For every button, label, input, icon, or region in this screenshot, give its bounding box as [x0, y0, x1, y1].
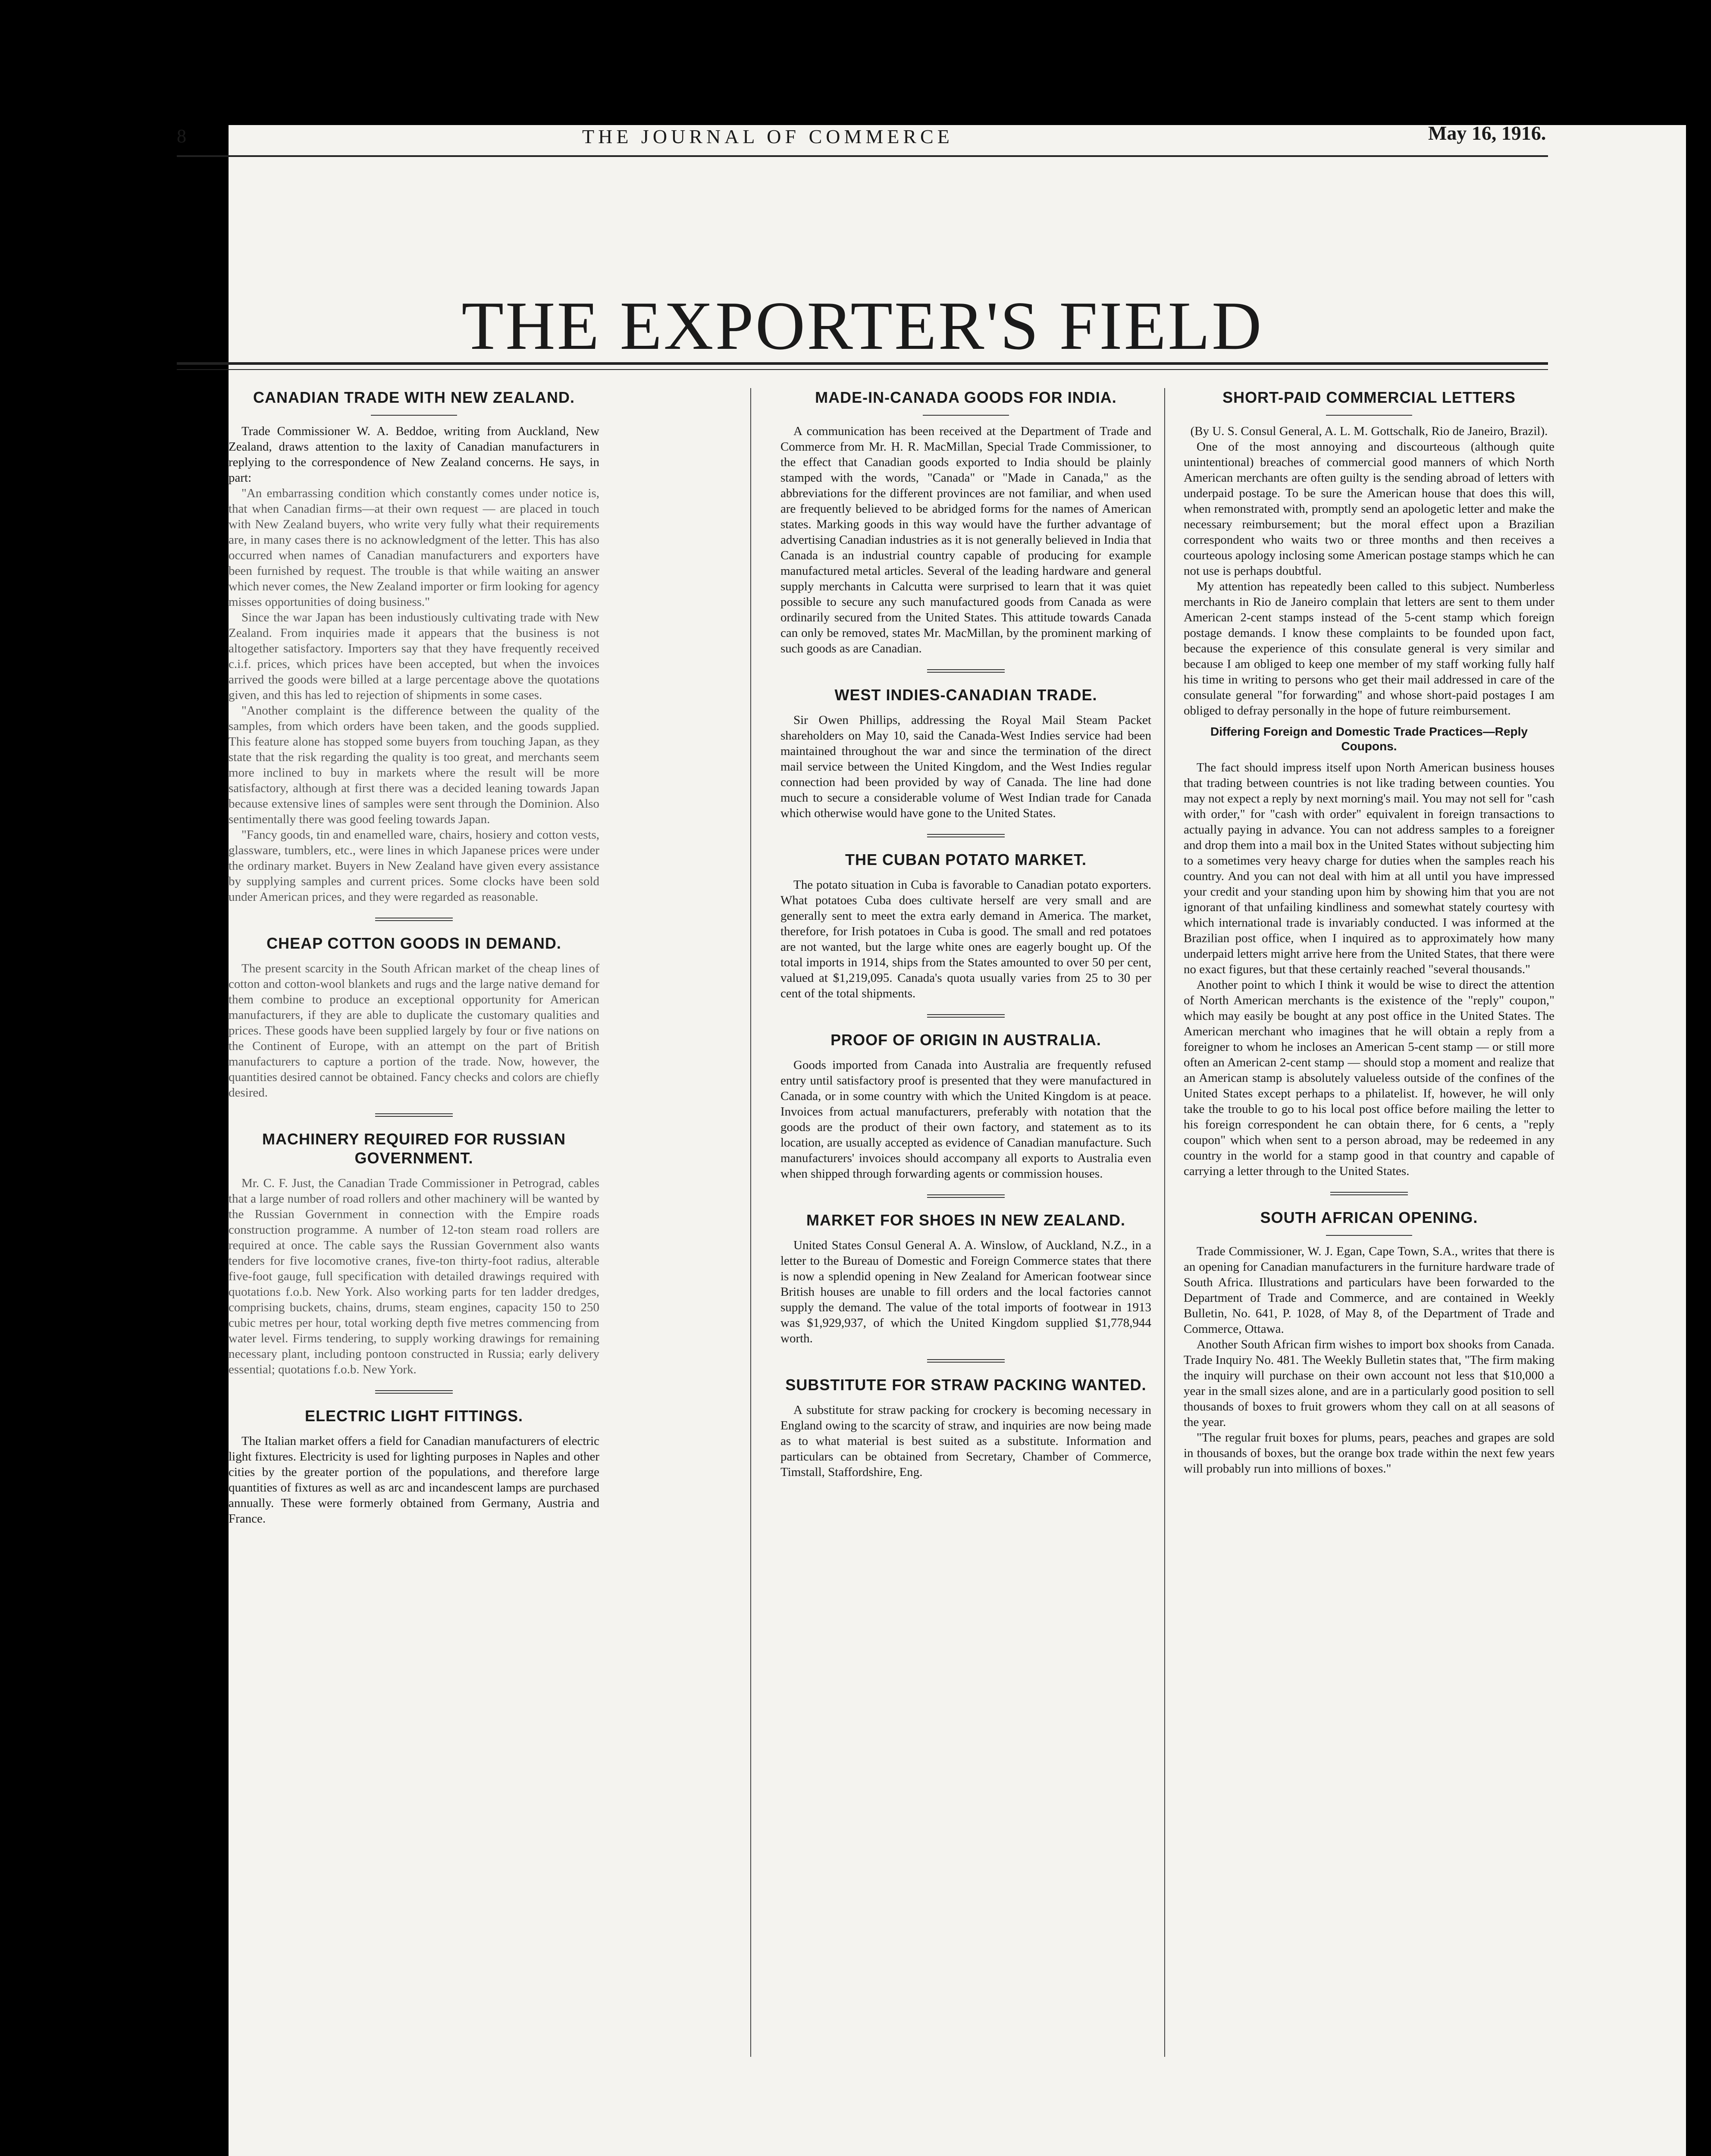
- article-divider: [1330, 1192, 1408, 1195]
- article-paragraph: The fact should impress itself upon North American business houses that trading between countries is not like trading between counties. You may not expect a reply by next morning's mail. You may not sell for "cash with order," for "cash with order" equivalent in foreign transactions to actually paying in advance. You can not address samples to a foreigner and drop them into a mail box in the United States without subjecting him to a sometimes very heavy charge for duties when the samples reach his country. And you can not deal with him at all until you have impressed your credit and your standing upon him by showing him that you are not ignorant of that unfailing kindliness and somewhat stately courtesy with which international trade is invariably conducted. I was informed at the Brazilian post office, when I inquired as to approximately how many underpaid letters might arrive here from the United States, that there were no exact figures, but that these certainly reached "several thousands.": [1184, 761, 1554, 976]
- article-byline: (By U. S. Consul General, A. L. M. Gottschalk, Rio de Janeiro, Brazil).: [1190, 424, 1548, 438]
- article-paragraph: "The regular fruit boxes for plums, pears, peaches and grapes are sold in thousands of boxes, but the orange box trade within the next few years will probably run into millions of boxes.": [1184, 1431, 1554, 1476]
- title-underline: [371, 415, 457, 416]
- column-rule: [750, 388, 751, 2057]
- article-title: MARKET FOR SHOES IN NEW ZEALAND.: [806, 1211, 1125, 1229]
- title-rule-thick: [177, 362, 1548, 365]
- article-title: SHORT-PAID COMMERCIAL LETTERS: [1222, 389, 1516, 406]
- article-paragraph: Trade Commissioner, W. J. Egan, Cape Town, S.A., writes that there is an opening for Canadian manufacturers in the furniture hardware trade of South Africa. Illustrations and particulars have been forwarded to the Department of Trade and Commerce, and are contained in Weekly Bulletin, No. 641, P. 1028, of May 8, of the Department of Trade and Commerce, Ottawa.: [1184, 1244, 1554, 1336]
- column-right: [1184, 388, 1554, 1476]
- article-divider: [375, 1113, 453, 1117]
- article-paragraph: Sir Owen Phillips, addressing the Royal Mail Steam Packet shareholders on May 10, said the Canada-West Indies service had been maintained throughout the war and since the termination of the direct mail service between the United Kingdom, and the West Indies regular connection had been provided by way of Canada. The line had done much to secure a considerable volume of West Indian trade for Canada which otherwise would have gone to the United States.: [780, 713, 1151, 820]
- article-title: PROOF OF ORIGIN IN AUSTRALIA.: [830, 1031, 1101, 1049]
- article-paragraph: "Another complaint is the difference between the quality of the samples, from which orders have been taken, and the goods supplied. This feature alone has stopped some buyers from touching Japan, as they state that the risk regarding the quality is too great, and merchants seem more inclined to buy in markets where the result will be more satisfactory, although at first there was a decided leaning towards Japan because extensive lines of samples were sent through the Dominion. Also sentimentally there was good feeling towards Japan.: [229, 704, 599, 826]
- section-title: THE EXPORTER'S FIELD: [461, 287, 1263, 364]
- article-title: WEST INDIES-CANADIAN TRADE.: [834, 686, 1097, 704]
- article-paragraph: Another South African firm wishes to import box shooks from Canada. Trade Inquiry No. 481. The Weekly Bulletin states that, "The firm making the inquiry will purchase on their own account not less that $10,000 a year in the small sizes alone, and are in a particularly good position to sell thousands of boxes to fruit growers whom they call on at all seasons of the year.: [1184, 1338, 1554, 1429]
- article-paragraph: Goods imported from Canada into Australia are frequently refused entry until satisfactory proof is presented that they were manufactured in Canada, or in some country with which the United Kingdom is at peace. Invoices from actual manufacturers, preferably with notation that the goods are the product of their own factory, and statement as to its location, are usually accepted as evidence of Canadian manufacture. Such manufacturers' invoices should accompany all exports to Australia even when shipped through forwarding agents or commission houses.: [780, 1058, 1151, 1181]
- article-divider: [927, 669, 1005, 673]
- article-paragraph: The present scarcity in the South African market of the cheap lines of cotton and cotton-wool blankets and rugs and the large native demand for them combine to produce an exceptional opportunity for American manufacturers, if they are able to duplicate the customary qualities and prices. These goods have been supplied largely by four or five nations on the Continent of Europe, with an attempt on the part of British manufacturers to capture a portion of the trade. Now, however, the quantities desired cannot be obtained. Fancy checks and colors are chiefly desired.: [229, 962, 599, 1100]
- column-middle: [780, 388, 1151, 1480]
- article-divider: [927, 1014, 1005, 1018]
- article-paragraph: My attention has repeatedly been called to this subject. Numberless merchants in Rio de Janeiro complain that letters are sent to them under American 2-cent stamps instead of the 5-cent stamp which foreign postage demands. I know these complaints to be founded upon fact, because the experience of this consulate general is very similar and because I am obliged to keep one member of my staff working fully half his time in writing to persons who get their mail addressed in care of the consulate general "for forwarding" and whose short-paid postages I am obliged to defray personally in the hope of future reimbursement.: [1184, 580, 1554, 718]
- article-paragraph: A substitute for straw packing for crockery is becoming necessary in England owing to the scarcity of straw, and inquiries are now being made as to what material is best suited as a substitute. Information and particulars can be obtained from Secretary, Chamber of Commerce, Timstall, Staffordshire, Eng.: [780, 1403, 1151, 1479]
- article-divider: [927, 834, 1005, 837]
- article-paragraph: Trade Commissioner W. A. Beddoe, writing from Auckland, New Zealand, draws attention to the laxity of Canadian manufacturers in replying to the correspondence of New Zealand concerns. He says, in part:: [229, 424, 599, 485]
- title-underline: [1326, 415, 1412, 416]
- article-title: CHEAP COTTON GOODS IN DEMAND.: [266, 934, 561, 952]
- article-subheading: Differing Foreign and Domestic Trade Practices—Reply Coupons.: [1210, 725, 1528, 753]
- article-title: THE CUBAN POTATO MARKET.: [845, 851, 1087, 868]
- article-paragraph: United States Consul General A. A. Winslow, of Auckland, N.Z., in a letter to the Bureau of Domestic and Foreign Commerce states that there is now a splendid opening in New Zealand for American footwear since British houses are unable to fill orders and the local factories cannot supply the demand. The value of the total imports of footwear in 1913 was $1,929,937, of which the United Kingdom supplied $1,778,944 worth.: [780, 1238, 1151, 1345]
- article-paragraph: One of the most annoying and discourteous (although quite unintentional) breaches of commercial good manners of which North American merchants are often guilty is the sending abroad of letters with underpaid postage. To be sure the American house that does this will, when remonstrated with, promptly send an apologetic letter and make the necessary reimbursement; but the moral effect upon a Brazilian correspondent who waits two or three months and then receives a courteous apology inclosing some American postage stamps which he can not use is perhaps doubtful.: [1184, 440, 1554, 578]
- article-paragraph: Since the war Japan has been industiously cultivating trade with New Zealand. From inquiries made it appears that the business is not altogether satisfactory. Importers say that they have frequently received c.i.f. prices, which prices have been accepted, but when the invoices arrived the goods were billed at a large percentage above the quotations given, and this has led to rejection of shipments in some cases.: [229, 611, 599, 702]
- article-paragraph: "Fancy goods, tin and enamelled ware, chairs, hosiery and cotton vests, glassware, tumblers, etc., were lines in which Japanese prices were under the ordinary market. Buyers in New Zealand have given every assistance by supplying samples and current prices. Some clocks have been sold under American prices, and they were regarded as reasonable.: [229, 828, 599, 904]
- article-divider: [927, 1194, 1005, 1198]
- title-underline: [923, 415, 1009, 416]
- journal-name: THE JOURNAL OF COMMERCE: [582, 125, 953, 147]
- article-divider: [375, 1390, 453, 1394]
- article-divider: [927, 1359, 1005, 1363]
- article-paragraph: Mr. C. F. Just, the Canadian Trade Commissioner in Petrograd, cables that a large number of road rollers and other machinery will be wanted by the Russian Government in connection with the Empire roads construction programme. A number of 12-ton steam road rollers are required at once. The cable says the Russian Government also wants tenders for five locomotive cranes, five-ton thirty-foot radius, alterable five-foot gauge, full specification with detailed drawings required with quotations f.o.b. New York. Also working parts for ten ladder dredges, comprising buckets, chains, drums, steam engines, capacity 150 to 250 cubic metres per hour, total working depth five metres commencing from water level. Firms tendering, to supply working drawings for remaining necessary plant, including pontoon constructed in Russia; early delivery essential; quotations f.o.b. New York.: [229, 1176, 599, 1376]
- article-paragraph: "An embarrassing condition which constantly comes under notice is, that when Canadian firms—at their own request — are placed in touch with New Zealand buyers, who write very fully what their requirements are, in many cases there is no acknowledgment of the letter. This has also occurred when names of Canadian manufacturers and exporters have been furnished by request. The trouble is that while waiting an answer which never comes, the New Zealand importer or firm looking for agency misses opportunities of doing business.": [229, 486, 599, 609]
- article-title: SUBSTITUTE FOR STRAW PACKING WANTED.: [785, 1376, 1147, 1394]
- article-paragraph: A communication has been received at the Department of Trade and Commerce from Mr. H. R. MacMillan, Special Trade Commissioner, to the effect that Canadian goods exported to India should be plainly stamped with the words, "Canada" or "Made in Canada," as the abbreviations for the different provinces are not familiar, and when used are frequently believed to be abridged forms for the names of American states. Marking goods in this way would have the further advantage of advertising Canadian industries as it is not generally believed in India that Canada is an industrial country capable of producing for example manufactured metal articles. Several of the leading hardware and general supply merchants in Calcutta were surprised to learn that it was quiet possible to secure any such manufactured goods from Canada as were ordinarily secured from the United States. This attitude towards Canada can only be removed, states Mr. MacMillan, by the prominent marking of such goods as are Canadian.: [780, 424, 1151, 655]
- column-rule: [1164, 388, 1165, 2057]
- article-paragraph: Another point to which I think it would be wise to direct the attention of North American merchants is the existence of the "reply" coupon," which may easily be bought at any post office in the United States. The American merchant who imagines that he will obtain a reply from a foreigner to whom he incloses an American 5-cent stamp — or still more often an American 2-cent stamp — should stop a moment and realize that an American stamp is absolutely valueless outside of the confines of the United States except perhaps to a philatelist. If, however, he will only take the trouble to go to his local post office before mailing the letter to his foreign correspondent he can obtain there, for 6 cents, a "reply coupon" which when sent to a person abroad, may be redeemed in any country in the world for a stamp good in that country and capable of carrying a letter through to the United States.: [1184, 978, 1554, 1178]
- article-title: SOUTH AFRICAN OPENING.: [1260, 1209, 1478, 1226]
- article-divider: [375, 918, 453, 921]
- title-rule-thin: [177, 369, 1548, 370]
- column-left: [229, 388, 599, 1526]
- issue-date: May 16, 1916.: [1428, 122, 1546, 144]
- article-title: ELECTRIC LIGHT FITTINGS.: [305, 1407, 523, 1425]
- article-title: MACHINERY REQUIRED FOR RUSSIAN GOVERNMENT.: [262, 1130, 566, 1167]
- title-underline: [1326, 1235, 1412, 1236]
- article-title: MADE-IN-CANADA GOODS FOR INDIA.: [815, 389, 1117, 406]
- article-paragraph: The potato situation in Cuba is favorable to Canadian potato exporters. What potatoes Cuba does cultivate herself are very small and are generally sent to meet the extra early demand in America. The market, therefore, for Irish potatoes in Cuba is good. The small and red potatoes are not wanted, but the large white ones are eagerly bought up. Of the total imports in 1914, ships from the States amounted to over 50 per cent, valued at $1,219,095. Canada's quota usually varies from 25 to 30 per cent of the total shipments.: [780, 878, 1151, 1000]
- page-number: 8: [177, 125, 186, 147]
- article-paragraph: The Italian market offers a field for Canadian manufacturers of electric light fixtures. Electricity is used for lighting purposes in Naples and other cities by the greater portion of the populations, and therefore large quantities of fixtures as well as arc and incandescent lamps are purchased annually. These were formerly obtained from Germany, Austria and France.: [229, 1434, 599, 1526]
- article-title: CANADIAN TRADE WITH NEW ZEALAND.: [253, 389, 575, 406]
